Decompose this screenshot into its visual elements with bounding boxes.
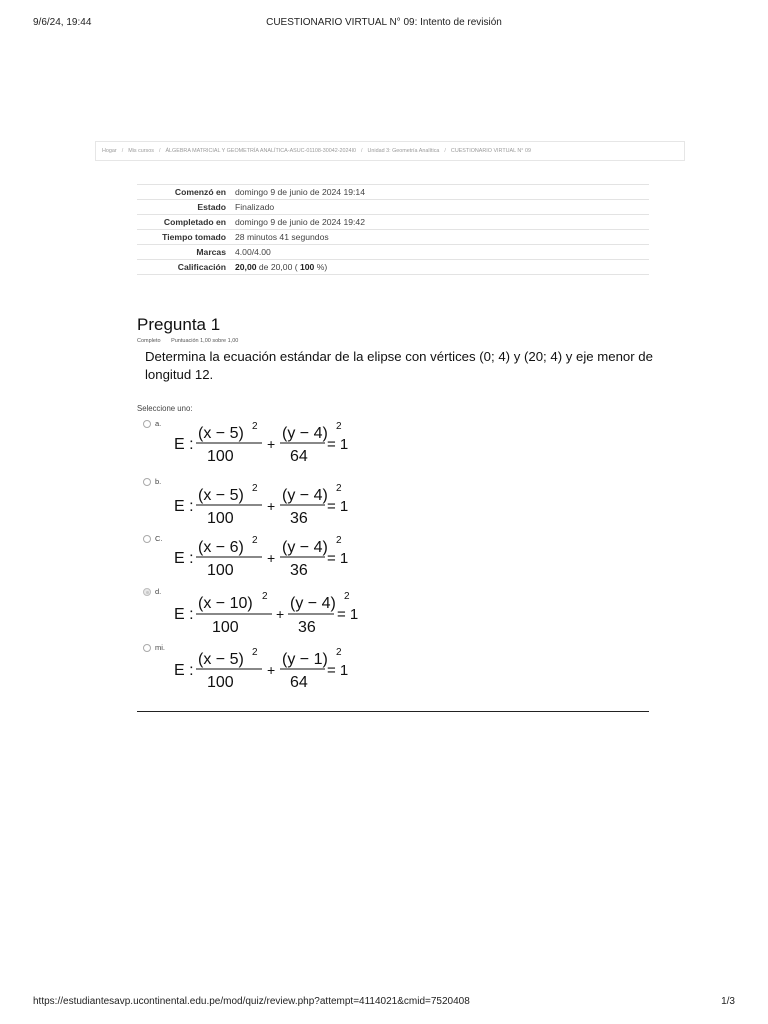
question-number: 1 [210, 315, 221, 334]
equation-lhs: E : [174, 550, 194, 567]
equation-denominator-2: 36 [298, 619, 316, 636]
equation-numerator-1: (x − 5) [198, 487, 244, 504]
breadcrumb-my-courses[interactable]: Mis cursos [128, 148, 154, 154]
question-info [137, 338, 247, 344]
summary-row-grade [137, 260, 649, 275]
question-score: Puntuación 1,00 sobre 1,00 [171, 338, 239, 344]
radio-button[interactable] [143, 420, 151, 428]
summary-label: Estado [197, 202, 226, 212]
equation-exponent-2: 2 [336, 647, 342, 658]
select-one-prompt: Seleccione uno: [137, 404, 193, 413]
equation-numerator-1: (x − 5) [198, 425, 244, 442]
question-text: Determina la ecuación estándar de la elipse con vértices (0; 4) y (20; 4) y eje menor de longitud 12. [145, 349, 653, 382]
equation-exponent-1: 2 [262, 591, 268, 602]
print-date: 9/6/24, 19:44 [33, 17, 92, 28]
summary-label: Tiempo tomado [162, 232, 226, 242]
attempt-summary-table [137, 184, 649, 275]
radio-button[interactable] [143, 535, 151, 543]
equation-image [172, 420, 362, 466]
equation-denominator-2: 64 [290, 674, 308, 690]
summary-value [234, 260, 649, 275]
equation-exponent-2: 2 [336, 421, 342, 432]
equation-numerator-1: (x − 6) [198, 539, 244, 556]
summary-row-time-taken [137, 230, 649, 245]
summary-value: domingo 9 de junio de 2024 19:14 [235, 187, 365, 197]
equation-numerator-2: (y − 4) [282, 539, 328, 556]
equation-plus: + [267, 498, 276, 514]
equation-numerator-1: (x − 10) [198, 595, 253, 612]
equation-lhs: E : [174, 498, 194, 515]
equation-rhs: = 1 [327, 436, 349, 453]
radio-button[interactable] [143, 644, 151, 652]
equation-plus: + [267, 436, 276, 452]
equation-exponent-1: 2 [252, 421, 258, 432]
equation-image [172, 588, 372, 638]
breadcrumb-separator: / [158, 148, 161, 154]
option-letter: C. [155, 534, 163, 543]
breadcrumb-separator: / [121, 148, 124, 154]
equation-denominator-2: 36 [290, 562, 308, 579]
equation-rhs: = 1 [327, 662, 349, 679]
equation-image [172, 644, 362, 690]
equation-lhs: E : [174, 606, 194, 623]
breadcrumb [95, 141, 685, 161]
grade-score: 20,00 [235, 262, 257, 272]
equation-numerator-2: (y − 4) [282, 425, 328, 442]
equation-exponent-2: 2 [336, 483, 342, 494]
summary-row-started [137, 185, 649, 200]
equation-rhs: = 1 [337, 606, 359, 623]
summary-label: Completado en [163, 217, 226, 227]
equation-denominator-2: 64 [290, 448, 308, 465]
equation-exponent-1: 2 [252, 483, 258, 494]
equation-denominator-2: 36 [290, 510, 308, 524]
equation-denominator-1: 100 [212, 619, 239, 636]
equation-numerator-2: (y − 4) [282, 487, 328, 504]
equation-exponent-2: 2 [344, 591, 350, 602]
option-letter: d. [155, 587, 162, 596]
equation-exponent-2: 2 [336, 535, 342, 546]
option-letter: mi. [155, 643, 165, 652]
print-page-number: 1/3 [721, 996, 735, 1007]
equation-denominator-1: 100 [207, 562, 234, 579]
equation-exponent-1: 2 [252, 535, 258, 546]
question-status: Completo [137, 338, 161, 344]
equation-plus: + [267, 662, 276, 678]
option-letter: a. [155, 419, 162, 428]
breadcrumb-quiz[interactable]: CUESTIONARIO VIRTUAL N° 09 [450, 148, 531, 154]
equation-numerator-1: (x − 5) [198, 651, 244, 668]
equation-denominator-1: 100 [207, 448, 234, 465]
equation-denominator-1: 100 [207, 510, 234, 524]
summary-value: Finalizado [235, 202, 275, 212]
question-title [137, 315, 220, 335]
equation-lhs: E : [174, 662, 194, 679]
equation-plus: + [267, 550, 276, 566]
grade-of: de 20,00 ( [258, 262, 298, 272]
equation-denominator-1: 100 [207, 674, 234, 690]
question-title-word: Pregunta [137, 315, 206, 334]
radio-button[interactable] [143, 478, 151, 486]
summary-row-marks [137, 245, 649, 260]
option-letter: b. [155, 477, 162, 486]
breadcrumb-separator: / [361, 148, 363, 154]
summary-value: 28 minutos 41 segundos [235, 232, 329, 242]
breadcrumb-course[interactable]: ÁLGEBRA MATRICIAL Y GEOMETRÍA ANALÍTICA-ASUC-01108-30042-2024I0 [165, 148, 356, 154]
equation-rhs: = 1 [327, 498, 349, 515]
breadcrumb-unit[interactable]: Unidad 3: Geometría Analítica [367, 148, 440, 154]
equation-image [172, 535, 362, 581]
equation-rhs: = 1 [327, 550, 349, 567]
summary-label: Calificación [177, 262, 226, 272]
print-title: CUESTIONARIO VIRTUAL N° 09: Intento de revisión [266, 17, 502, 28]
question-divider [137, 711, 649, 712]
summary-label: Comenzó en [174, 187, 226, 197]
equation-image [172, 478, 362, 524]
grade-suffix: %) [316, 262, 328, 272]
equation-lhs: E : [174, 436, 194, 453]
radio-button-selected[interactable] [143, 588, 151, 596]
summary-row-state [137, 200, 649, 215]
summary-value: domingo 9 de junio de 2024 19:42 [235, 217, 365, 227]
equation-exponent-1: 2 [252, 647, 258, 658]
print-url: https://estudiantesavp.ucontinental.edu.pe/mod/quiz/review.php?attempt=4114021&cmid=7520408 [33, 996, 470, 1007]
equation-plus: + [276, 606, 285, 622]
equation-numerator-2: (y − 1) [282, 651, 328, 668]
summary-label: Marcas [196, 247, 226, 257]
summary-row-completed [137, 215, 649, 230]
equation-numerator-2: (y − 4) [290, 595, 336, 612]
breadcrumb-home[interactable]: Hogar [102, 148, 117, 154]
breadcrumb-separator: / [444, 148, 446, 154]
summary-value: 4.00/4.00 [235, 247, 271, 257]
grade-percent: 100 [300, 262, 315, 272]
